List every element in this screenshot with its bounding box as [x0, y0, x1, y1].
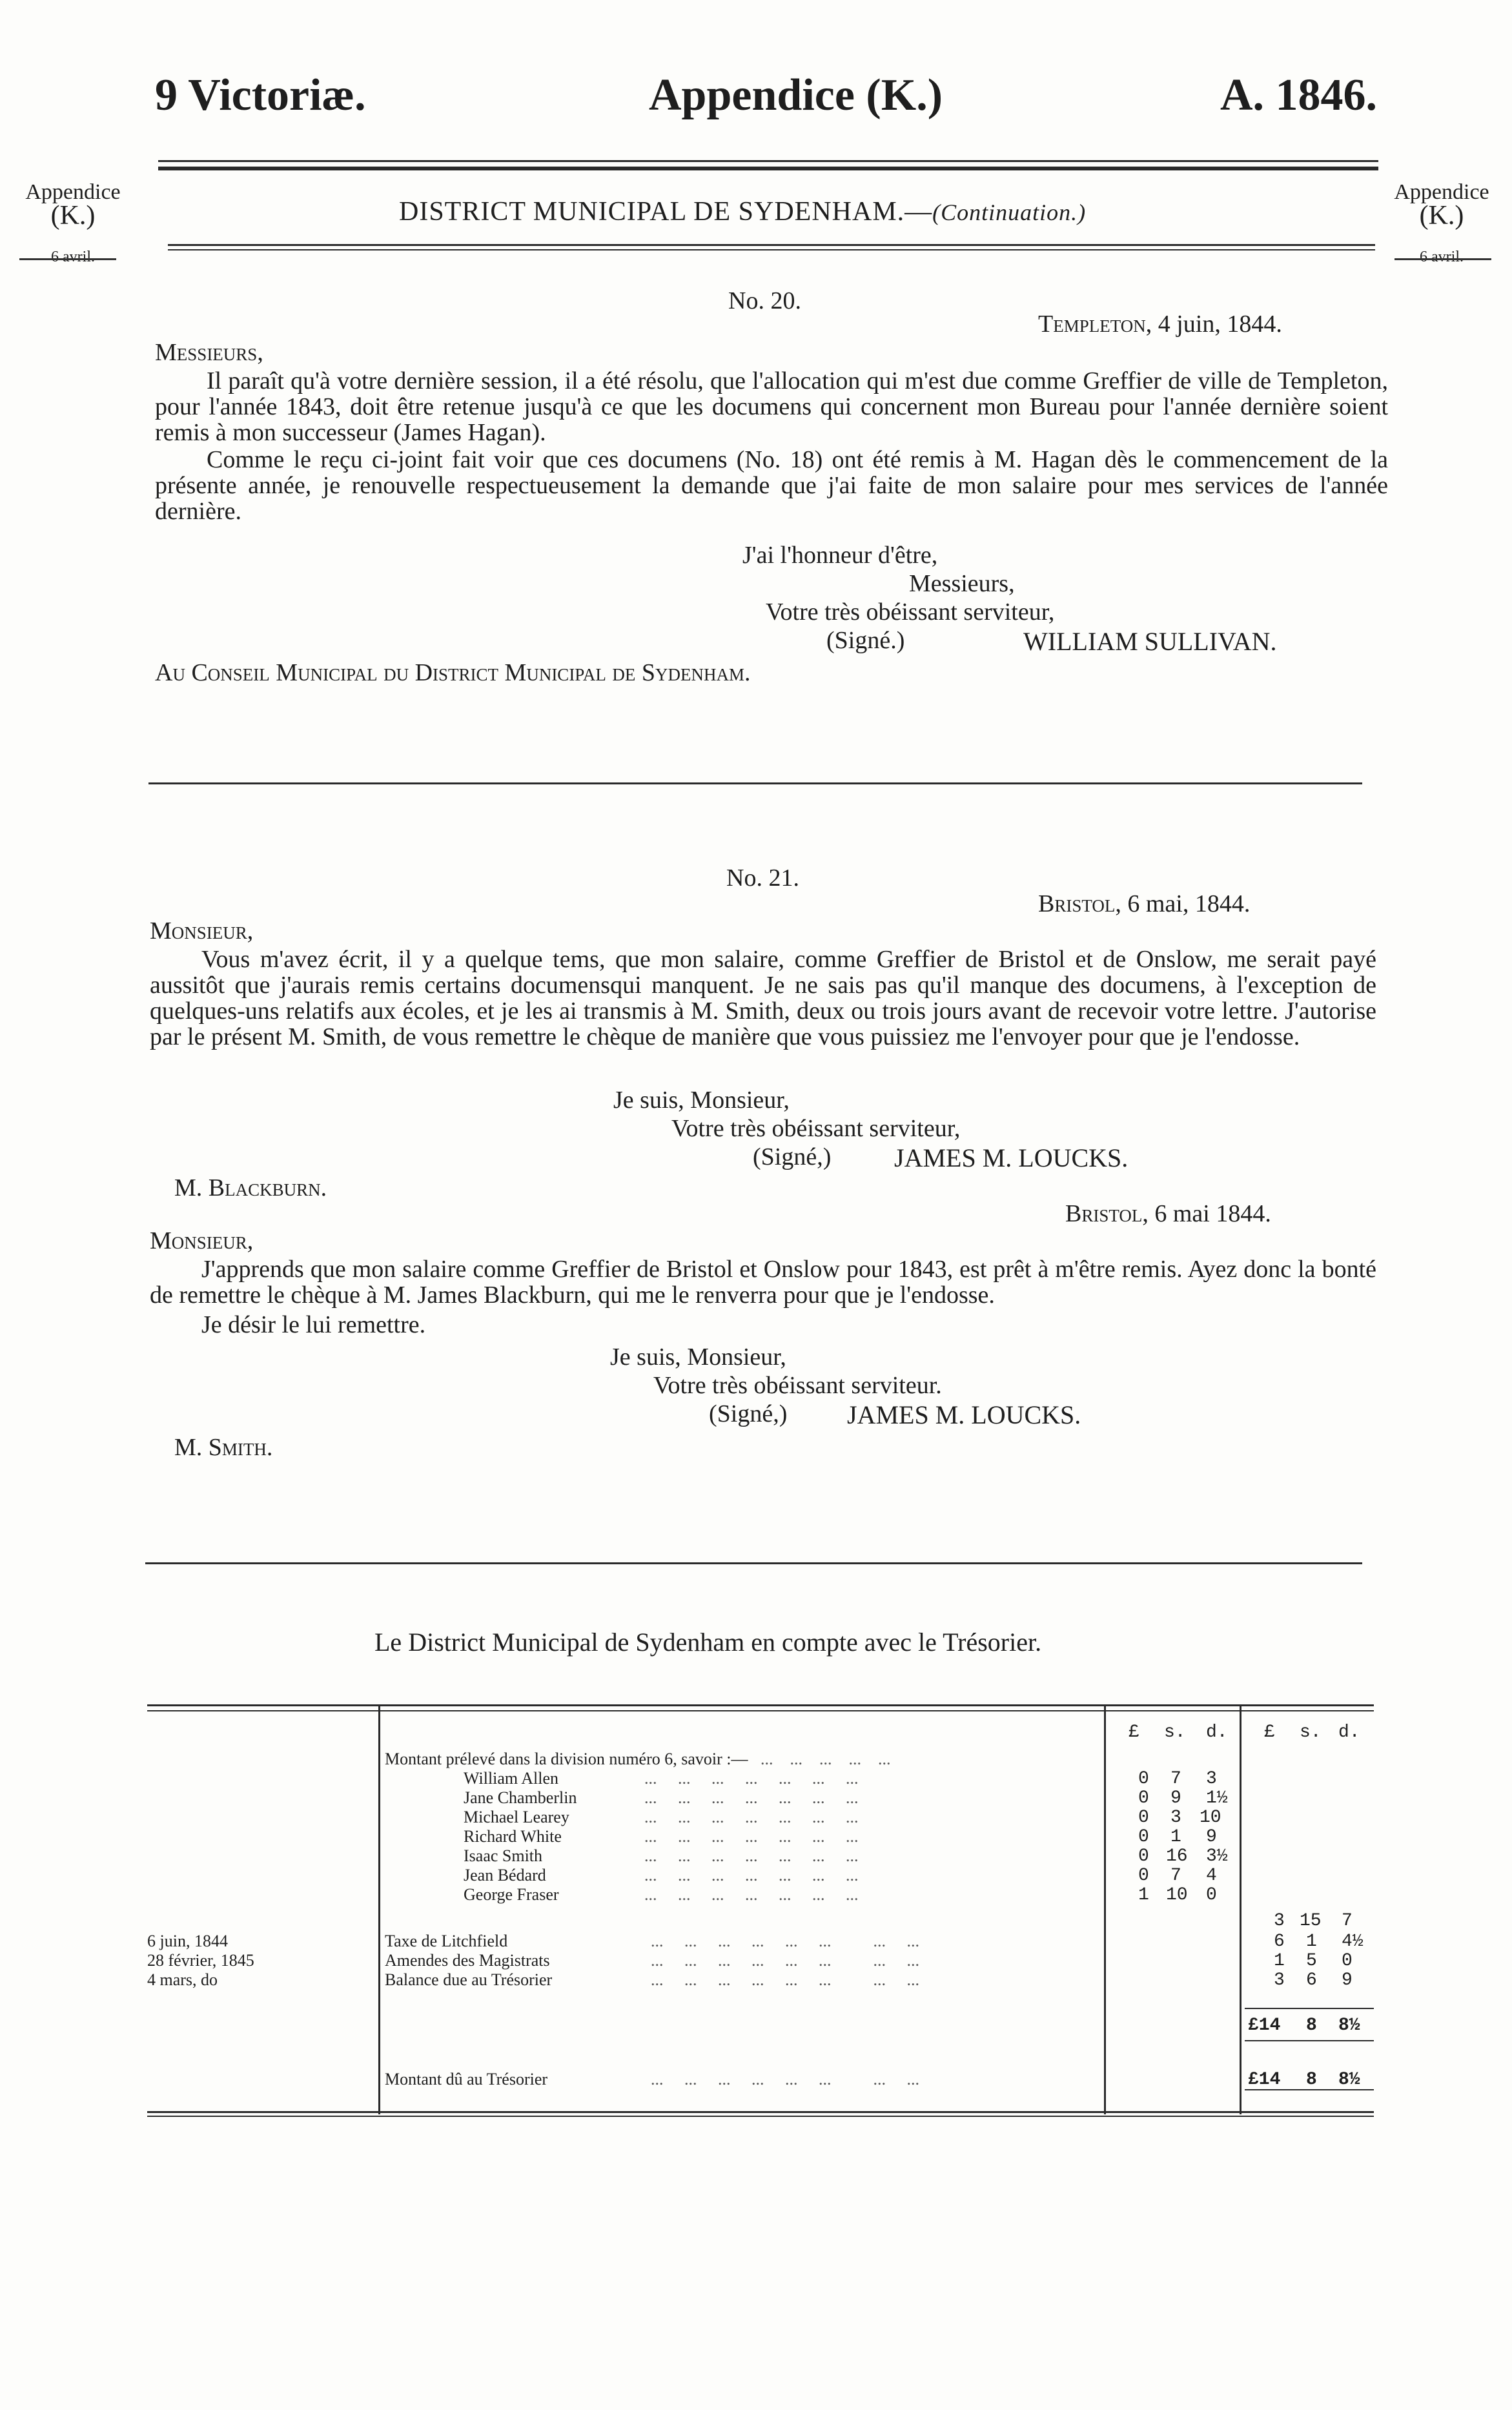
person-pence: 1½ — [1206, 1788, 1228, 1808]
entry-shillings: 5 — [1306, 1951, 1317, 1971]
entry-label: Balance due au Trésorier — [385, 1970, 553, 1989]
col-head-shillings: s. — [1164, 1722, 1186, 1742]
account-intro-text: Montant prélevé dans la division numéro 6, savoir :— — [385, 1750, 748, 1768]
person-pounds: 0 — [1138, 1788, 1149, 1808]
col-head-pounds: £ — [1264, 1722, 1275, 1742]
section-title — [399, 196, 1086, 227]
entry-pence: 4½ — [1342, 1932, 1364, 1952]
entry-pence: 0 — [1342, 1951, 1353, 1971]
person-shillings: 3 — [1170, 1808, 1181, 1828]
entry-date: 28 février, 1845 — [147, 1951, 254, 1970]
letter-closing: Je suis, Monsieur, — [610, 1343, 786, 1371]
entry-label: Amendes des Magistrats — [385, 1951, 550, 1970]
entry-pence: 9 — [1342, 1970, 1353, 1990]
person-pounds: 0 — [1138, 1769, 1149, 1789]
person-name: William Allen — [464, 1769, 558, 1788]
section-rule — [168, 244, 1375, 246]
margin-letter: (K.) — [1419, 201, 1464, 230]
person-pence: 10 — [1200, 1808, 1221, 1828]
person-shillings: 1 — [1170, 1827, 1181, 1847]
letter-place: Bristol, — [1065, 1200, 1149, 1227]
letter-closing: Votre très obéissant serviteur. — [653, 1372, 942, 1399]
header-rule-top — [158, 160, 1378, 162]
letter-salutation: Monsieur, — [150, 917, 254, 945]
letter-signed: (Signé,) — [753, 1143, 832, 1170]
person-shillings: 10 — [1166, 1885, 1188, 1905]
col-head-pence: d. — [1338, 1722, 1360, 1742]
person-pence: 0 — [1206, 1885, 1217, 1905]
letter-number: No. 20. — [728, 287, 801, 314]
header-rule-thick — [158, 167, 1378, 170]
person-name: George Fraser — [464, 1885, 559, 1904]
person-row — [464, 1827, 562, 1846]
final-shillings: 8 — [1306, 2070, 1317, 2090]
margin-brace-left — [19, 258, 116, 260]
table-rule-bottom-thin — [147, 2116, 1374, 2117]
table-col-rule — [378, 1704, 380, 2114]
total-shillings: 8 — [1306, 2016, 1317, 2036]
person-name: Jane Chamberlin — [464, 1788, 577, 1807]
letter-place: Bristol, — [1038, 890, 1121, 917]
entry-pounds: 6 — [1274, 1932, 1285, 1952]
letter-dateline — [1065, 1200, 1271, 1228]
letter-paragraph: Comme le reçu ci-joint fait voir que ces documens (No. 18) ont été remis à M. Hagan dès le commencement de la présente année, je renouvelle respectueusement la demande que j'ai faite de mon salaire pour mes services de l'année dernière. — [155, 446, 1388, 525]
margin-brace-right — [1395, 258, 1491, 260]
person-pence: 9 — [1206, 1827, 1217, 1847]
margin-date: 6 avril. — [51, 249, 95, 265]
person-name: Michael Learey — [464, 1808, 569, 1826]
letter-divider — [148, 782, 1362, 784]
final-pounds: £14 — [1248, 2070, 1281, 2090]
letter-signed: (Signé,) — [709, 1400, 788, 1427]
section-rule-thin — [168, 249, 1375, 250]
entry-shillings: 1 — [1306, 1932, 1317, 1952]
letter-number: No. 21. — [726, 864, 799, 892]
letter-paragraph: J'apprends que mon salaire comme Greffier de Bristol et Onslow pour 1843, est prêt à m'être remis. Ayez donc la bonté de remettre le chèque à M. James Blackburn, qui me le renverra pour que je l'endosse. — [150, 1256, 1376, 1309]
entry-label: Taxe de Litchfield — [385, 1932, 508, 1950]
letter-paragraph: Vous m'avez écrit, il y a quelque tems, que mon salaire, comme Greffier de Bristol et de Onslow, me serait payé aussitôt que j'aurais remis certains documensqui manquent. Je ne sais pas qu'il manque des documens, à l'exception de quelques-uns relatifs aux écoles, et je les ai transmis à M. Smith, deux ou trois jours avant de recevoir votre lettre. J'autorise par le présent M. Smith, de vous remettre le chèque de manière que vous puissiez me l'envoyer pour que je l'endosse. — [150, 946, 1376, 1050]
total-pounds: £14 — [1248, 2016, 1281, 2036]
table-rule-top-thin — [147, 1710, 1374, 1711]
person-name: Richard White — [464, 1827, 562, 1846]
table-col-rule — [1240, 1704, 1241, 2114]
letter-addressee: M. Blackburn. — [174, 1174, 327, 1201]
person-pounds: 0 — [1138, 1808, 1149, 1828]
table-rule-total-bottom — [1245, 2040, 1374, 2041]
person-shillings: 7 — [1170, 1866, 1181, 1886]
letter-salutation: Messieurs, — [155, 339, 263, 366]
section-title-main: DISTRICT MUNICIPAL DE SYDENHAM.— — [399, 197, 933, 227]
margin-label: Appendice — [25, 180, 121, 204]
header-year: A. 1846. — [1220, 70, 1378, 120]
table-rule-top — [147, 1704, 1374, 1706]
entry-shillings: 6 — [1306, 1970, 1317, 1990]
person-pounds: 0 — [1138, 1866, 1149, 1886]
person-pounds: 1 — [1138, 1885, 1149, 1905]
person-row — [464, 1788, 577, 1808]
final-label: Montant dû au Trésorier — [385, 2070, 548, 2088]
letter-closing: Votre très obéissant serviteur, — [671, 1115, 961, 1142]
entry-pounds: 1 — [1274, 1951, 1285, 1971]
letter-signature: WILLIAM SULLIVAN. — [1023, 627, 1277, 656]
person-pence: 3 — [1206, 1769, 1217, 1789]
account-title: Le District Municipal de Sydenham en compte avec le Trésorier. — [374, 1628, 1042, 1657]
leader-dots: ... ... ... ... ... ... ... ... ... ... ... ... ... ... ... ... ... ... ... ... ... ... ... ... — [651, 1932, 919, 1989]
col-head-shillings: s. — [1300, 1722, 1322, 1742]
subtotal-shillings: 15 — [1300, 1911, 1322, 1931]
leader-dots: ... ... ... ... ... ... ... ... ... ... ... ... ... ... ... ... ... ... ... ... ... ... ... ... ... ... ... ... ... ... ... ... ... ... ... ... ... ... ... ... ... ... ... ... ... ... ... ... ... — [644, 1769, 859, 1904]
account-table — [147, 1704, 1374, 2143]
letter-closing: Je suis, Monsieur, — [613, 1087, 790, 1114]
margin-letter: (K.) — [50, 201, 96, 230]
letter-closing: Messieurs, — [909, 570, 1015, 597]
person-row — [464, 1866, 546, 1885]
person-shillings: 7 — [1170, 1769, 1181, 1789]
letter-signed: (Signé.) — [826, 627, 905, 654]
table-col-rule — [1104, 1704, 1106, 2114]
col-head-pence: d. — [1206, 1722, 1228, 1742]
person-row — [464, 1846, 542, 1866]
person-row — [464, 1885, 559, 1905]
leader-dots: ... ... ... ... ... ... ... ... — [651, 2070, 919, 2088]
person-pence: 4 — [1206, 1866, 1217, 1886]
letter-address — [155, 659, 750, 687]
person-shillings: 16 — [1166, 1846, 1188, 1866]
person-name: Isaac Smith — [464, 1846, 543, 1865]
subtotal-pounds: 3 — [1274, 1911, 1285, 1931]
margin-note-right — [1374, 181, 1509, 269]
header-appendix: Appendice (K.) — [649, 70, 943, 120]
letter-closing: Votre très obéissant serviteur, — [766, 598, 1055, 626]
total-pence: 8½ — [1338, 2016, 1360, 2036]
letter-signature: JAMES M. LOUCKS. — [847, 1400, 1081, 1429]
letter-salutation: Monsieur, — [150, 1227, 254, 1254]
col-head-pounds: £ — [1129, 1722, 1139, 1742]
header-reign: 9 Victoriæ. — [155, 70, 366, 120]
table-rule-bottom — [147, 2111, 1374, 2113]
entry-date: 4 mars, do — [147, 1970, 218, 1989]
margin-label: Appendice — [1394, 180, 1489, 204]
letter-signature: JAMES M. LOUCKS. — [894, 1143, 1129, 1172]
table-rule-total-top — [1245, 2008, 1374, 2009]
person-row — [464, 1808, 569, 1827]
letter-dateline — [1038, 890, 1250, 918]
letter-closing: J'ai l'honneur d'être, — [742, 542, 938, 569]
letter-address-body: Conseil Municipal du District Municipal de Sydenham. — [191, 659, 751, 686]
letter-date: 6 mai 1844. — [1154, 1200, 1271, 1227]
person-row — [464, 1769, 558, 1788]
letter-place: Templeton, — [1038, 311, 1152, 338]
leader-dots: ... ... ... ... ... — [752, 1750, 891, 1768]
person-pounds: 0 — [1138, 1846, 1149, 1866]
letter-addressee: M. Smith. — [174, 1434, 273, 1461]
letter-date: 6 mai, 1844. — [1127, 890, 1251, 917]
letter-paragraph: Je désir le lui remettre. — [201, 1311, 426, 1338]
letter-dateline — [1038, 310, 1282, 338]
letter-paragraph: Il paraît qu'à votre dernière session, il a été résolu, que l'allocation qui m'est due comme Greffier de ville de Templeton, pour l'année 1843, doit être retenue jusqu'à ce que les documens qui concernent mon Bureau pour l'année dernière soient remis à mon successeur (James Hagan). — [155, 367, 1388, 446]
letter-divider — [145, 1562, 1362, 1564]
final-pence: 8½ — [1338, 2070, 1360, 2090]
person-pounds: 0 — [1138, 1827, 1149, 1847]
person-name: Jean Bédard — [464, 1866, 546, 1884]
margin-note-left — [5, 181, 141, 269]
entry-date: 6 juin, 1844 — [147, 1932, 228, 1950]
letter-address-prefix: Au — [155, 659, 185, 686]
letter-date: 4 juin, 1844. — [1158, 311, 1282, 338]
subtotal-pence: 7 — [1342, 1911, 1353, 1931]
section-title-continuation: (Continuation.) — [932, 199, 1087, 225]
person-shillings: 9 — [1170, 1788, 1181, 1808]
margin-date: 6 avril. — [1420, 249, 1464, 265]
person-pence: 3½ — [1206, 1846, 1228, 1866]
entry-pounds: 3 — [1274, 1970, 1285, 1990]
account-intro — [385, 1750, 891, 1769]
